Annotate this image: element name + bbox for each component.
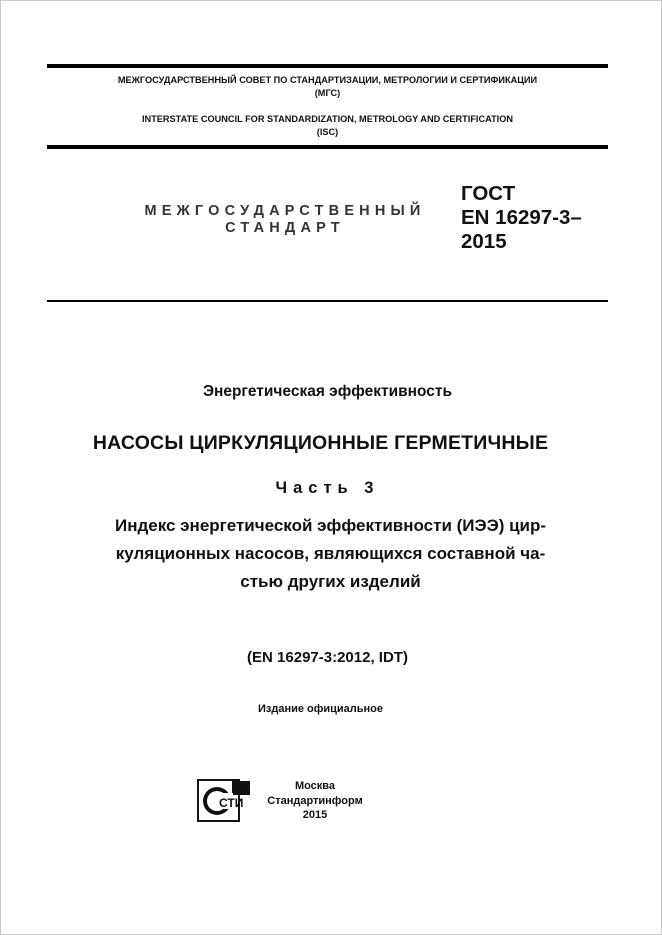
publisher-info — [255, 779, 375, 823]
council-ru-line-1: МЕЖГОСУДАРСТВЕННЫЙ СОВЕТ ПО СТАНДАРТИЗАЦИИ, МЕТРОЛОГИИ И СЕРТИФИКАЦИИ — [117, 75, 538, 85]
council-en-abbreviation: (ISC) — [316, 127, 339, 137]
subtitle — [50, 512, 611, 596]
topic-title: Энергетическая эффективность — [202, 383, 453, 400]
council-name-russian — [47, 74, 608, 100]
standard-kind — [95, 203, 475, 237]
subtitle-line-3: стью других изделий — [240, 572, 421, 591]
standartinform-logo — [197, 779, 252, 822]
subtitle-line-2: куляционных насосов, являющихся составной ча- — [115, 544, 546, 563]
council-name-english — [47, 113, 608, 139]
designation-rule — [47, 300, 608, 302]
publication-year: 2015 — [302, 809, 328, 821]
gost-line-2: EN 16297-3– — [461, 206, 582, 229]
en-reference: (EN 16297-3:2012, IDT) — [247, 649, 408, 666]
top-rule — [47, 64, 608, 68]
council-en-line-1: INTERSTATE COUNCIL FOR STANDARDIZATION, METROLOGY AND CERTIFICATION — [141, 114, 514, 124]
header-bottom-rule — [47, 145, 608, 149]
gost-designation — [461, 182, 582, 254]
publisher-name: Стандартинформ — [267, 794, 363, 807]
publisher-city: Москва — [294, 780, 336, 792]
standard-kind-line-2: СТАНДАРТ — [225, 220, 345, 236]
part-label: Часть 3 — [275, 479, 380, 497]
edition-label: Издание официальное — [257, 703, 384, 715]
main-title: НАСОСЫ ЦИРКУЛЯЦИОННЫЕ ГЕРМЕТИЧНЫЕ — [92, 432, 549, 454]
subtitle-line-1: Индекс энергетической эффективности (ИЭЭ) цир- — [114, 516, 547, 535]
gost-line-3: 2015 — [461, 230, 507, 253]
council-ru-abbreviation: (МГС) — [314, 88, 341, 98]
gost-line-1: ГОСТ — [461, 182, 516, 205]
logo-text: СТИ — [219, 796, 244, 810]
standard-kind-line-1: МЕЖГОСУДАРСТВЕННЫЙ — [144, 203, 426, 219]
